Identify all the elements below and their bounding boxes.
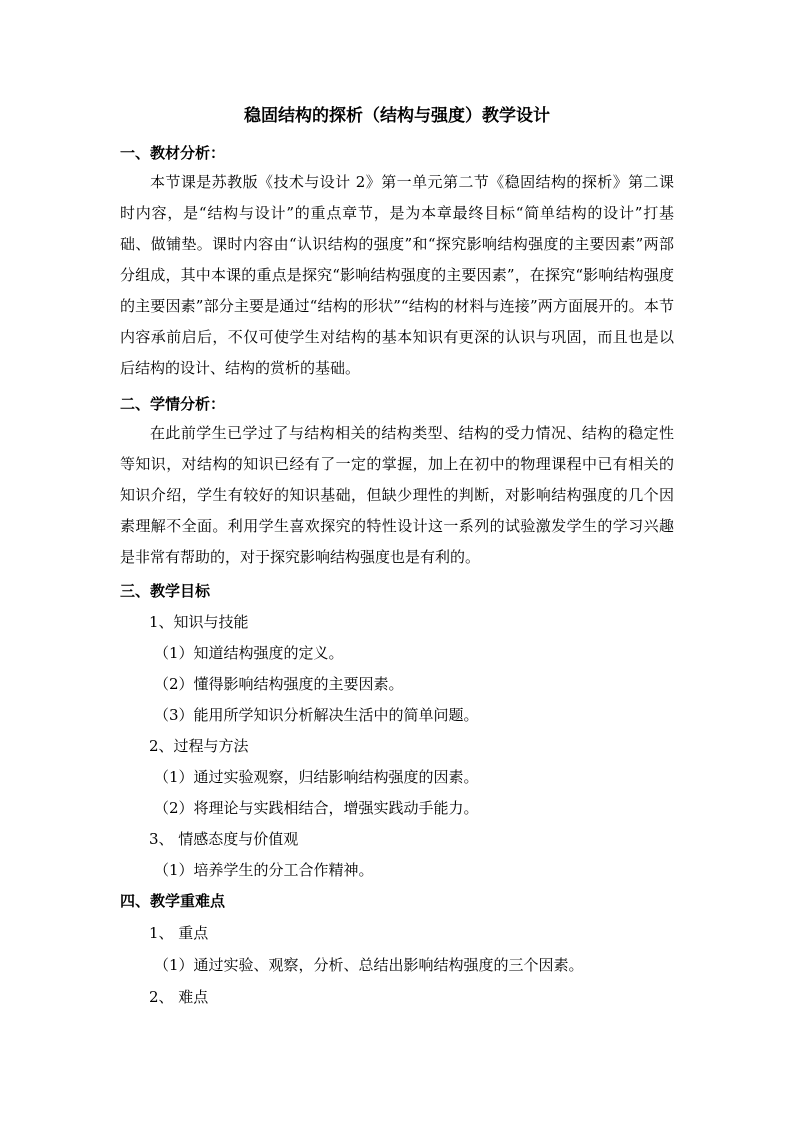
goal-subheading-knowledge: 1、知识与技能 [149, 613, 249, 631]
goal-item: （3）能用所学知识分析解决生活中的简单问题。 [154, 706, 479, 724]
goal-subheading-process: 2、过程与方法 [149, 737, 249, 755]
section-heading-teaching-goals: 三、教学目标 [120, 582, 211, 600]
difficulty-subheading: 2、 难点 [149, 988, 209, 1006]
section-paragraph-student-analysis: 在此前学生已学过了与结构相关的结构类型、结构的受力情况、结构的稳定性等知识，对结构的知识已经有了一定的掌握，加上在初中的物理课程中已有相关的知识介绍，学生有较好的知识基础，但缺少理性的判断，对影响结构强度的几个因素理解不全面。利用学生喜欢探究的特性设计这一系列的试验激发学生的学习兴趣是非常有帮助的，对于探究影响结构强度也是有利的。 [120, 424, 674, 566]
goal-item: （2）将理论与实践相结合，增强实践动手能力。 [154, 799, 479, 817]
goal-item: （1）培养学生的分工合作精神。 [154, 861, 374, 879]
section-paragraph-textbook-analysis: 本节课是苏教版《技术与设计 2》第一单元第二节《稳固结构的探析》第二课时内容，是“结构与设计”的重点章节，是为本章最终目标“简单结构的设计”打基础、做铺垫。课时内容由“认识结构的强度”和“探究影响结构强度的主要因素”两部分组成，其中本课的重点是探究“影响结构强度的主要因素”，在探究“影响结构强度的主要因素”部分主要是通过“结构的形状”“结构的材料与连接”两方面展开的。本节内容承前启后，不仅可使学生对结构的基本知识有更深的认识与巩固，而且也是以后结构的设计、结构的赏析的基础。 [120, 173, 674, 377]
key-point-subheading: 1、 重点 [149, 924, 209, 942]
section-heading-student-analysis: 二、学情分析： [120, 395, 226, 413]
goal-item: （1）知道结构强度的定义。 [154, 644, 344, 662]
document-title: 稳固结构的探析（结构与强度）教学设计 [244, 106, 550, 126]
goal-subheading-attitude: 3、 情感态度与价值观 [149, 830, 299, 848]
section-heading-key-points: 四、教学重难点 [120, 892, 226, 910]
goal-item: （2）懂得影响结构强度的主要因素。 [154, 675, 404, 693]
goal-item: （1）通过实验观察，归结影响结构强度的因素。 [154, 768, 479, 786]
section-heading-textbook-analysis: 一、教材分析： [120, 144, 226, 162]
key-point-item: （1）通过实验、观察，分析、总结出影响结构强度的三个因素。 [154, 956, 584, 974]
